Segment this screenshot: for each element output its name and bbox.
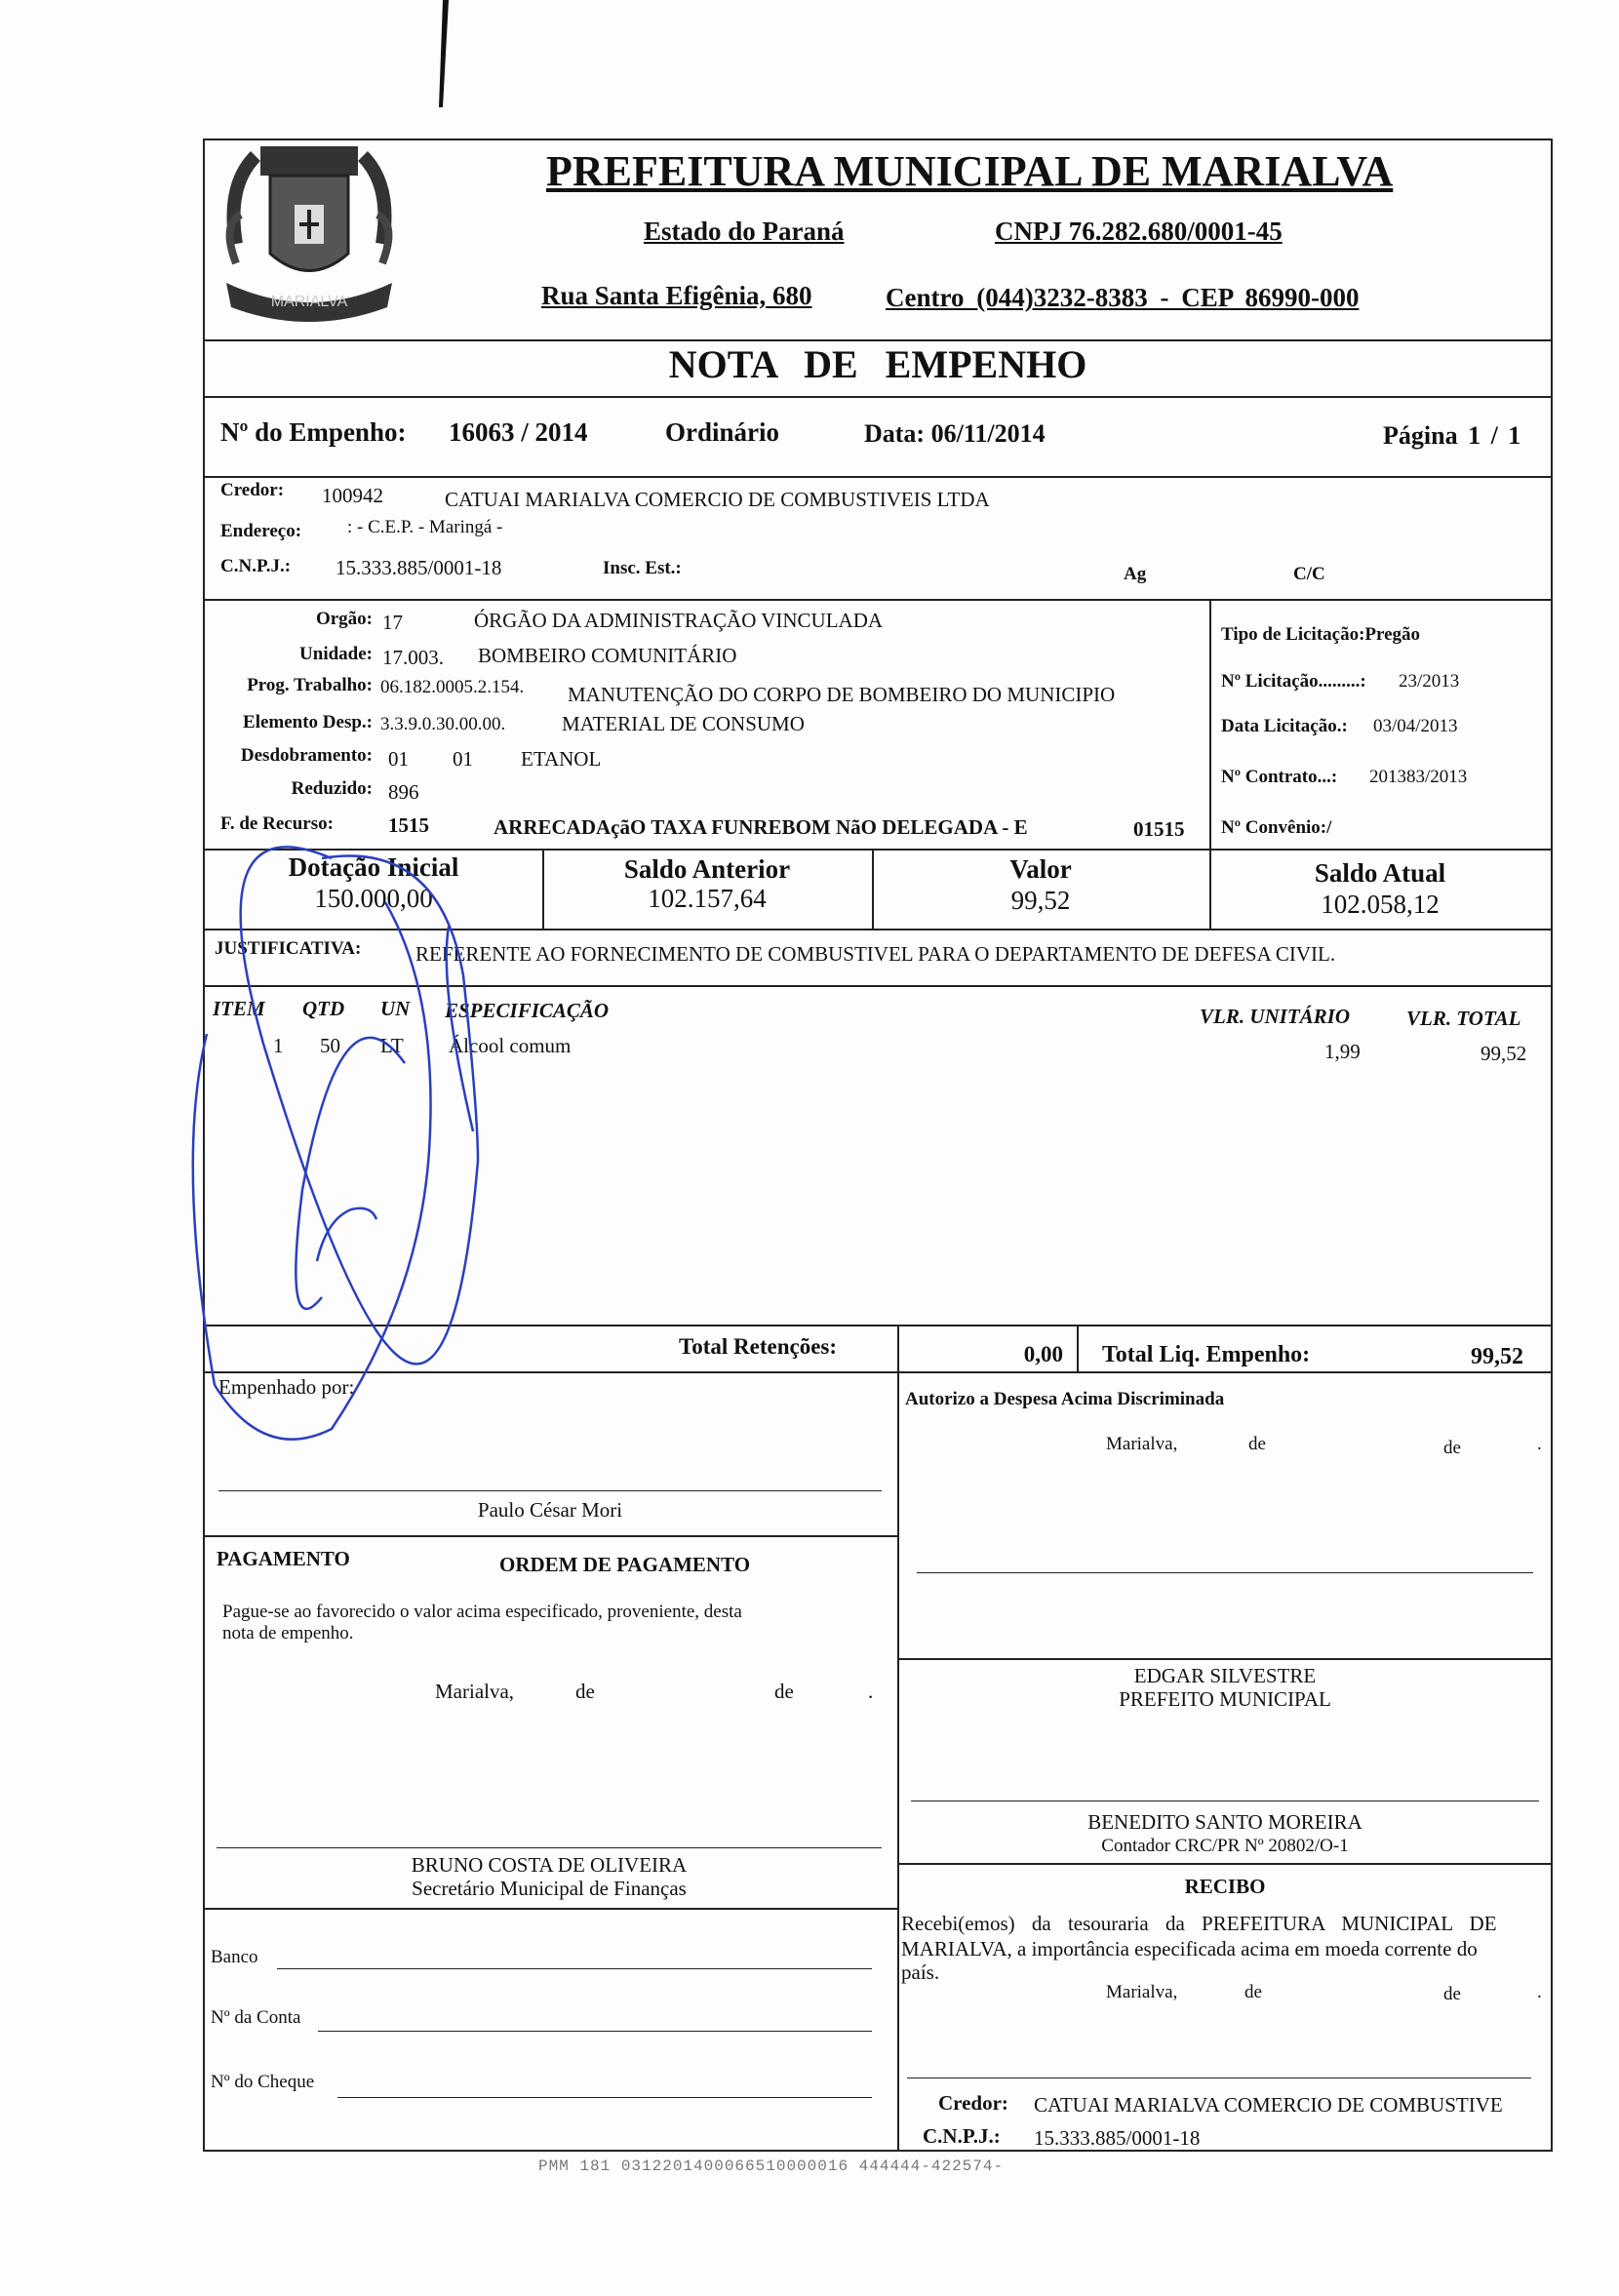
recurso-name: ARRECADAçãO TAXA FUNREBOM NãO DELEGADA - E xyxy=(494,815,1028,839)
saldo-anterior-value: 102.157,64 xyxy=(648,884,767,913)
convenio-label: Nº Convênio:/ xyxy=(1221,817,1332,838)
endereco-value: : - C.E.P. - Maringá - xyxy=(347,517,503,537)
desdobramento-name: ETANOL xyxy=(521,747,602,771)
justificativa-label: JUSTIFICATIVA: xyxy=(215,938,362,959)
insc-est-label: Insc. Est.: xyxy=(603,558,682,578)
pague-line-1: Pague-se ao favorecido o valor acima especificado, proveniente, desta xyxy=(222,1602,742,1622)
municipal-seal-icon xyxy=(217,127,402,332)
elemento-name: MATERIAL DE CONSUMO xyxy=(562,712,805,735)
item-un: LT xyxy=(380,1034,404,1057)
valor-value: 99,52 xyxy=(1010,886,1071,915)
right-de-2: de xyxy=(1443,1438,1461,1458)
justificativa-text: REFERENTE AO FORNECIMENTO DE COMBUSTIVEL PARA O DEPARTAMENTO DE DEFESA CIVIL. xyxy=(415,942,1336,966)
secretario-name: BRUNO COSTA DE OLIVEIRA xyxy=(411,1853,688,1877)
recibo-line-1: Recebi(emos) da tesouraria da PREFEITURA MUNICIPAL DE xyxy=(901,1912,1497,1935)
right-de-1: de xyxy=(1248,1434,1266,1454)
licitacao-data-label: Data Licitação.: xyxy=(1221,716,1348,736)
unidade-label: Unidade: xyxy=(299,644,373,664)
conta-field[interactable] xyxy=(318,2031,872,2032)
licitacao-numero: 23/2013 xyxy=(1399,671,1460,692)
secretario-title: Secretário Municipal de Finanças xyxy=(412,1877,687,1900)
dotacao-value: 150.000,00 xyxy=(314,884,433,913)
recurso-code: 1515 xyxy=(388,813,429,837)
empenho-number: 16063 / 2014 xyxy=(449,417,588,447)
prog-trabalho-label: Prog. Trabalho: xyxy=(247,675,373,695)
licitacao-numero-label: Nº Licitação.........: xyxy=(1221,671,1366,692)
cc-label: C/C xyxy=(1293,564,1325,584)
banco-label: Banco xyxy=(211,1947,258,1967)
desdobramento-label: Desdobramento: xyxy=(240,745,373,766)
ordem-pagamento-label: ORDEM DE PAGAMENTO xyxy=(499,1553,751,1576)
left-city: Marialva, xyxy=(435,1680,515,1703)
recibo-title: RECIBO xyxy=(1184,1875,1266,1898)
desdobramento-a: 01 xyxy=(388,747,409,771)
tipo-licitacao: Tipo de Licitação:Pregão xyxy=(1221,624,1421,645)
endereco-label: Endereço: xyxy=(220,521,302,541)
conta-label: Nº da Conta xyxy=(211,2007,301,2028)
item-especificacao: Álcool comum xyxy=(449,1034,572,1057)
col-qtd: QTD xyxy=(302,997,345,1020)
prefeito-title: PREFEITO MUNICIPAL xyxy=(1119,1687,1331,1711)
recurso-code-2: 01515 xyxy=(1133,817,1185,841)
total-liq-label: Total Liq. Empenho: xyxy=(1102,1342,1311,1367)
autorizo-label: Autorizo a Despesa Acima Discriminada xyxy=(905,1389,1225,1409)
reduzido-label: Reduzido: xyxy=(291,778,373,799)
credor-cnpj: 15.333.885/0001-18 xyxy=(336,556,502,579)
contact-info: Centro (044)3232-8383 - CEP 86990-000 xyxy=(886,283,1360,312)
credor-name: CATUAI MARIALVA COMERCIO DE COMBUSTIVEIS LTDA xyxy=(445,488,990,511)
unidade-code: 17.003. xyxy=(382,646,444,669)
recibo-line-2: MARIALVA, a importância especificada acima em moeda corrente do xyxy=(901,1937,1478,1960)
empenho-type: Ordinário xyxy=(665,417,780,447)
item-vlr-total: 99,52 xyxy=(1481,1042,1527,1065)
recibo-credor-name: CATUAI MARIALVA COMERCIO DE COMBUSTIVE xyxy=(1034,2093,1503,2117)
empenhado-label: Empenhado por: xyxy=(218,1375,355,1399)
credor-cnpj-label: C.N.P.J.: xyxy=(220,556,292,576)
item-number: 1 xyxy=(273,1034,284,1057)
prefeito-name: EDGAR SILVESTRE xyxy=(1133,1664,1317,1687)
elemento-label: Elemento Desp.: xyxy=(243,712,373,732)
reduzido-value: 896 xyxy=(388,780,419,804)
banco-field[interactable] xyxy=(277,1968,872,1969)
pague-line-2: nota de empenho. xyxy=(222,1623,354,1643)
recibo-cnpj-label: C.N.P.J.: xyxy=(923,2124,1001,2148)
recibo-cnpj: 15.333.885/0001-18 xyxy=(1034,2126,1201,2150)
state-label: Estado do Paraná xyxy=(644,217,845,246)
empenho-date: Data: 06/11/2014 xyxy=(864,419,1046,448)
col-un: UN xyxy=(380,997,411,1020)
saldo-anterior-label: Saldo Anterior xyxy=(623,854,791,884)
empenho-number-label: Nº do Empenho: xyxy=(220,417,407,447)
desdobramento-b: 01 xyxy=(453,747,473,771)
recurso-label: F. de Recurso: xyxy=(220,813,334,834)
empenhado-name: Paulo César Mori xyxy=(477,1498,623,1522)
saldo-atual-label: Saldo Atual xyxy=(1314,858,1446,888)
item-qtd: 50 xyxy=(320,1034,340,1057)
col-vlr-unitario: VLR. UNITÁRIO xyxy=(1200,1005,1351,1028)
seal-label: MARIALVA xyxy=(270,294,348,310)
orgao-name: ÓRGÃO DA ADMINISTRAÇÃO VINCULADA xyxy=(474,609,884,632)
total-retencoes-value: 0,00 xyxy=(1023,1342,1063,1366)
left-dot: . xyxy=(868,1680,874,1703)
left-de-2: de xyxy=(774,1680,794,1703)
city-hall-title: PREFEITURA MUNICIPAL DE MARIALVA xyxy=(546,147,1394,195)
cheque-label: Nº do Cheque xyxy=(211,2072,315,2092)
total-retencoes-label: Total Retenções: xyxy=(679,1334,838,1359)
pen-scribble-signature xyxy=(185,839,614,1483)
recibo-dot: . xyxy=(1537,1982,1542,2002)
right-city: Marialva, xyxy=(1106,1434,1178,1454)
ag-label: Ag xyxy=(1124,564,1147,584)
col-especificacao: ESPECIFICAÇÃO xyxy=(445,999,610,1022)
orgao-label: Orgão: xyxy=(315,609,373,629)
licitacao-data: 03/04/2013 xyxy=(1373,716,1458,736)
street-address: Rua Santa Efigênia, 680 xyxy=(541,281,812,310)
valor-label: Valor xyxy=(1009,854,1072,884)
page-number: Página 1 / 1 xyxy=(1383,421,1521,450)
col-item: ITEM xyxy=(213,997,265,1020)
orgao-code: 17 xyxy=(382,611,403,634)
prog-trabalho-code: 06.182.0005.2.154. xyxy=(380,677,525,697)
contador-name: BENEDITO SANTO MOREIRA xyxy=(1087,1810,1362,1834)
contador-title: Contador CRC/PR Nº 20802/O-1 xyxy=(1101,1836,1349,1856)
contrato-value: 201383/2013 xyxy=(1369,767,1468,787)
scan-artifact-mark xyxy=(429,0,458,117)
recibo-de-1: de xyxy=(1244,1982,1262,2002)
item-vlr-unitario: 1,99 xyxy=(1324,1040,1361,1063)
footer-barcode-text: PMM 181 0312201400066510000016 444444-422574- xyxy=(538,2157,1005,2175)
credor-code: 100942 xyxy=(322,484,383,507)
right-dot: . xyxy=(1537,1434,1542,1454)
total-liq-value: 99,52 xyxy=(1471,1344,1523,1369)
cnpj-label: CNPJ 76.282.680/0001-45 xyxy=(995,217,1283,246)
pagamento-label: PAGAMENTO xyxy=(217,1547,350,1570)
credor-label: Credor: xyxy=(220,480,285,500)
left-de-1: de xyxy=(575,1680,595,1703)
cheque-field[interactable] xyxy=(337,2097,872,2098)
elemento-code: 3.3.9.0.30.00.00. xyxy=(380,714,506,734)
contrato-label: Nº Contrato...: xyxy=(1221,767,1338,787)
recibo-city: Marialva, xyxy=(1106,1982,1178,2002)
prog-trabalho-name: MANUTENÇÃO DO CORPO DE BOMBEIRO DO MUNICIPIO xyxy=(568,683,1116,706)
dotacao-label: Dotação Inicial xyxy=(288,852,459,882)
col-vlr-total: VLR. TOTAL xyxy=(1406,1007,1521,1030)
recibo-credor-label: Credor: xyxy=(938,2091,1008,2115)
recibo-line-3: país. xyxy=(901,1960,940,1984)
saldo-atual-value: 102.058,12 xyxy=(1321,890,1440,919)
unidade-name: BOMBEIRO COMUNITÁRIO xyxy=(478,644,737,667)
recibo-de-2: de xyxy=(1443,1984,1461,2004)
document-title: NOTA DE EMPENHO xyxy=(668,342,1087,386)
